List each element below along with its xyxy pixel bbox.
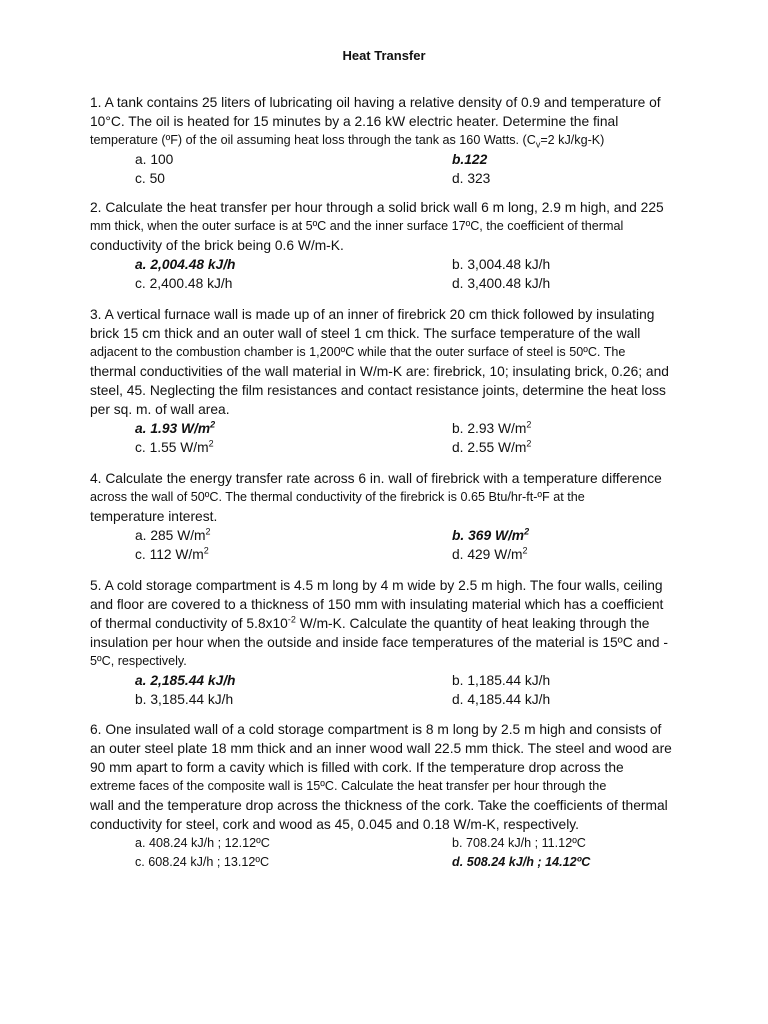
question-text-line: 5ºC, respectively. (90, 654, 187, 668)
question-text-line: temperature interest. (90, 509, 218, 524)
question-text-line: 1. A tank contains 25 liters of lubricating oil having a relative density of 0.9 and temperature of (90, 95, 661, 110)
option-c: b. 3,185.44 kJ/h (135, 692, 234, 707)
options (90, 671, 690, 709)
question-text-line: 5. A cold storage compartment is 4.5 m long by 4 m wide by 2.5 m high. The four walls, ceiling (90, 578, 663, 593)
question-text-line: per sq. m. of wall area. (90, 402, 230, 417)
options (90, 150, 690, 188)
page-title: Heat Transfer (342, 48, 426, 63)
option-b: b. 3,004.48 kJ/h (452, 257, 551, 272)
option-b-answer: b.122 (452, 152, 488, 167)
question-text-line: brick 15 cm thick and an outer wall of steel 1 cm thick. The surface temperature of the wall (90, 326, 641, 341)
superscript: -2 (287, 614, 296, 625)
option-c: c. 112 $W/m^2$ (135, 545, 209, 562)
option-a-answer: a. 1.93 $W/m^2$ (135, 419, 216, 436)
option-b-answer: b. 369 $W/m^2$ (452, 526, 530, 543)
options (90, 834, 690, 872)
option-a: a. 285 $W/m^2$ (135, 526, 211, 543)
option-row (90, 834, 690, 853)
question-text-line: of thermal conductivity of $5.8x10^{-2}$ W/m-K. Calculate the quantity of heat leaking through the (90, 614, 650, 631)
option-a-answer: a. 2,004.48 kJ/h (135, 257, 236, 272)
option-d-answer: d. 508.24 kJ/h ; 14.12ºC (452, 855, 591, 869)
question-4 (90, 469, 690, 564)
question-text-line: across the wall of 50ºC. The thermal conductivity of the firebrick is 0.65 Btu/hr-ft-ºF at the (90, 490, 585, 504)
option-d: d. 4,185.44 kJ/h (452, 692, 551, 707)
option-d: d. 2.55 $W/m^2$ (452, 438, 532, 455)
question-text-line: and floor are covered to a thickness of 150 mm with insulating material which has a coefficient (90, 597, 664, 612)
question-text-line: 4. Calculate the energy transfer rate across 6 in. wall of firebrick with a temperature difference (90, 471, 662, 486)
option-row (90, 274, 690, 293)
question-text-line: wall and the temperature drop across the thickness of the cork. Take the coefficients of thermal (90, 798, 668, 813)
question-text-line: 10°C. The oil is heated for 15 minutes by a 2.16 kW electric heater. Determine the final (90, 114, 619, 129)
question-text-line: insulation per hour when the outside and inside face temperatures of the material is 15ºC and - (90, 635, 668, 650)
question-text-line: 6. One insulated wall of a cold storage compartment is 8 m long by 2.5 m high and consists of (90, 722, 662, 737)
option-row (90, 438, 690, 457)
question-text-line: 3. A vertical furnace wall is made up of an inner of firebrick 20 cm thick followed by insulating (90, 307, 655, 322)
option-d: d. 429 $W/m^2$ (452, 545, 528, 562)
question-text-line: 90 mm apart to form a cavity which is filled with cork. If the temperature drop across the (90, 760, 624, 775)
options (90, 255, 690, 293)
question-text-line: thermal conductivities of the wall material in W/m-K are: firebrick, 10; insulating brick, 0.26; and (90, 364, 669, 379)
option-b: b. 1,185.44 kJ/h (452, 673, 551, 688)
option-c: c. 608.24 kJ/h ; 13.12ºC (135, 855, 270, 869)
option-d: d. 3,400.48 kJ/h (452, 276, 551, 291)
question-5 (90, 576, 690, 709)
option-row (90, 545, 690, 564)
question-3 (90, 305, 690, 457)
option-b: b. 708.24 kJ/h ; 11.12ºC (452, 836, 586, 850)
option-c: c. 1.55 $W/m^2$ (135, 438, 214, 455)
question-6 (90, 720, 690, 872)
question-text-line: 2. Calculate the heat transfer per hour through a solid brick wall 6 m long, 2.9 m high, and 225 (90, 200, 664, 215)
option-row (90, 690, 690, 709)
option-row (90, 526, 690, 545)
option-b: b. 2.93 $W/m^2$ (452, 419, 532, 436)
option-row (90, 169, 690, 188)
option-a-answer: a. 2,185.44 kJ/h (135, 673, 236, 688)
option-c: c. 50 (135, 171, 165, 186)
options (90, 526, 690, 564)
question-1 (90, 93, 690, 188)
option-c: c. 2,400.48 kJ/h (135, 276, 233, 291)
option-row (90, 671, 690, 690)
question-text-line: conductivity for steel, cork and wood as 45, 0.045 and 0.18 W/m-K, respectively. (90, 817, 580, 832)
question-text-line: adjacent to the combustion chamber is 1,200ºC while that the outer surface of steel is 50ºC. The (90, 345, 626, 359)
question-text-line: temperature (ºF) of the oil assuming heat loss through the tank as 160 Watts. ($C_v=2$ kJ/kg-K) (90, 133, 605, 150)
option-a: a. 100 (135, 152, 174, 167)
option-d: d. 323 (452, 171, 491, 186)
option-row (90, 853, 690, 872)
option-row (90, 255, 690, 274)
question-2 (90, 198, 690, 293)
question-text-line: an outer steel plate 18 mm thick and an inner wood wall 22.5 mm thick. The steel and wood are (90, 741, 672, 756)
question-text-line: conductivity of the brick being 0.6 W/m-K. (90, 238, 344, 253)
option-row (90, 150, 690, 169)
subscript: v (535, 139, 541, 150)
question-text-line: extreme faces of the composite wall is 15ºC. Calculate the heat transfer per hour through the (90, 779, 607, 793)
option-a: a. 408.24 kJ/h ; 12.12ºC (135, 836, 270, 850)
question-text-line: mm thick, when the outer surface is at 5ºC and the inner surface 17ºC, the coefficient of thermal (90, 219, 624, 233)
option-row (90, 419, 690, 438)
question-text-line: steel, 45. Neglecting the film resistances and contact resistance joints, determine the heat loss (90, 383, 666, 398)
options (90, 419, 690, 457)
